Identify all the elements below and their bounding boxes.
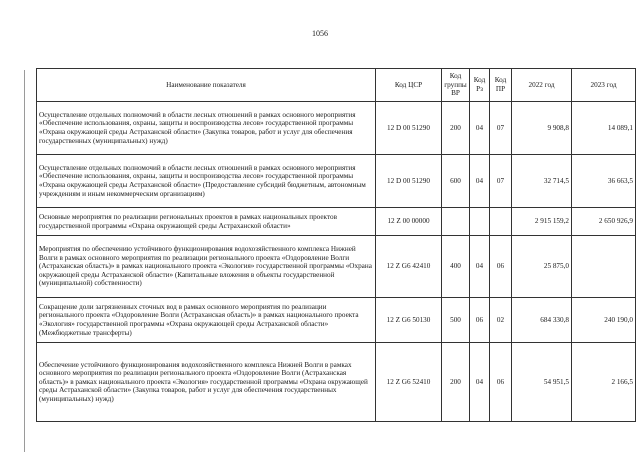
page-number: 1056 [312, 29, 328, 38]
row-pr: 06 [490, 236, 512, 298]
row-2023: 2 166,5 [572, 343, 636, 422]
header-pr: Код ПР [490, 69, 512, 102]
header-name: Наименование показателя [37, 69, 376, 102]
header-rz: Код Рз [470, 69, 490, 102]
header-row [37, 69, 636, 102]
table-row [37, 298, 636, 343]
header-2022: 2022 год [512, 69, 572, 102]
row-csr: 12 Z G6 52410 [376, 343, 442, 422]
row-csr: 12 D 00 51290 [376, 102, 442, 155]
row-name: Мероприятия по обеспечению устойчивого функционирования водохозяйственного комплекса Нижней Волги в рамках основного мероприятия по реализации регионального проекта «Оздоровление Волги (Астраханская область)» в рамках национального проекта «Экология» государственной программы «Охрана окружающей среды Астраханской области» (Капитальные вложения в объекты государственной (муниципальной) собственности) [37, 236, 376, 298]
row-rz: 04 [470, 236, 490, 298]
row-2023: 14 089,1 [572, 102, 636, 155]
budget-table [36, 68, 636, 422]
table-row [37, 236, 636, 298]
margin-line [24, 70, 25, 452]
row-rz [470, 208, 490, 236]
row-2022: 54 951,5 [512, 343, 572, 422]
header-2023: 2023 год [572, 69, 636, 102]
row-csr: 12 Z G6 50130 [376, 298, 442, 343]
row-2022: 32 714,5 [512, 155, 572, 208]
row-csr: 12 Z G6 42410 [376, 236, 442, 298]
row-name: Сокращение доли загрязненных сточных вод в рамках основного мероприятия по реализации регионального проекта «Оздоровление Волги (Астраханская область)» в рамках национального проекта «Экология» государственной программы «Охрана окружающей среды Астраханской области» (Межбюджетные трансферты) [37, 298, 376, 343]
row-rz: 06 [470, 298, 490, 343]
row-name: Обеспечение устойчивого функционирования водохозяйственного комплекса Нижней Волги в рамках основного мероприятия по реализации регионального проекта «Оздоровление Волги (Астраханская область)» в рамках национального проекта «Экология» государственной программы «Охрана окружающей среды Астраханской области» (Закупка товаров, работ и услуг для обеспечения государственных (муниципальных) нужд) [37, 343, 376, 422]
row-csr: 12 D 00 51290 [376, 155, 442, 208]
row-2023: 36 663,5 [572, 155, 636, 208]
row-2022: 2 915 159,2 [512, 208, 572, 236]
row-vr: 400 [442, 236, 470, 298]
row-vr: 600 [442, 155, 470, 208]
row-rz: 04 [470, 343, 490, 422]
row-2022: 9 908,8 [512, 102, 572, 155]
row-pr [490, 208, 512, 236]
row-rz: 04 [470, 102, 490, 155]
row-2022: 684 330,8 [512, 298, 572, 343]
row-vr: 200 [442, 343, 470, 422]
header-vr: Код группы ВР [442, 69, 470, 102]
row-vr: 200 [442, 102, 470, 155]
table-row [37, 102, 636, 155]
row-csr: 12 Z 00 00000 [376, 208, 442, 236]
table-row [37, 208, 636, 236]
header-csr: Код ЦСР [376, 69, 442, 102]
row-2023 [572, 236, 636, 298]
row-pr: 06 [490, 343, 512, 422]
table-row [37, 343, 636, 422]
row-pr: 02 [490, 298, 512, 343]
row-2023: 240 190,0 [572, 298, 636, 343]
row-name: Осуществление отдельных полномочий в области лесных отношений в рамках основного мероприятия «Обеспечение использования, охраны, защиты и воспроизводства лесов» государственной программы «Охрана окружающей среды Астраханской области» (Закупка товаров, работ и услуг для обеспечения государственных (муниципальных) нужд) [37, 102, 376, 155]
row-pr: 07 [490, 155, 512, 208]
table-row [37, 155, 636, 208]
row-name: Основные мероприятия по реализации региональных проектов в рамках национальных проектов государственной программы «Охрана окружающей среды Астраханской области» [37, 208, 376, 236]
row-rz: 04 [470, 155, 490, 208]
row-name: Осуществление отдельных полномочий в области лесных отношений в рамках основного мероприятия «Обеспечение использования, охраны, защиты и воспроизводства лесов» государственной программы «Охрана окружающей среды Астраханской области» (Предоставление субсидий бюджетным, автономным учреждениям и иным некоммерческим организациям) [37, 155, 376, 208]
row-2023: 2 650 926,9 [572, 208, 636, 236]
row-2022: 25 875,0 [512, 236, 572, 298]
row-pr: 07 [490, 102, 512, 155]
row-vr [442, 208, 470, 236]
row-vr: 500 [442, 298, 470, 343]
